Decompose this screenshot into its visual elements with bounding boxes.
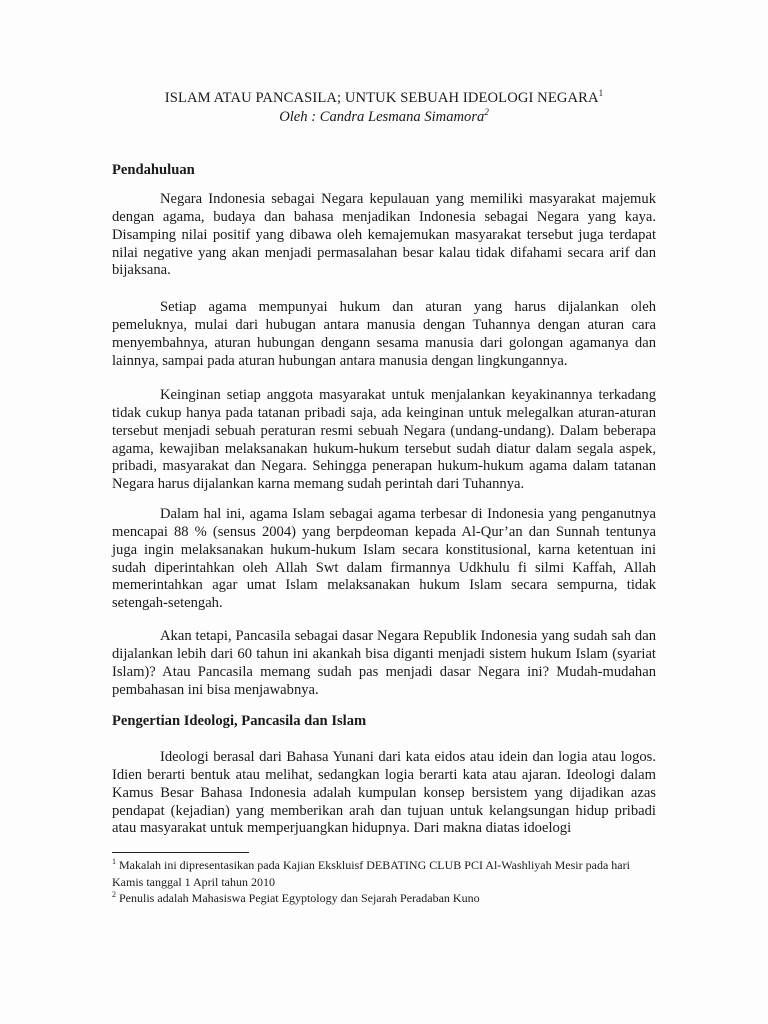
paragraph: Dalam hal ini, agama Islam sebagai agama terbesar di Indonesia yang penganutnya mencapai 88 % (sensus 2004) yang berpdeoman kepada Al-Qur’an dan Sunnah tentunya juga ingin melaksanakan hukum-hukum Islam secara konstitusional, karna ketentuan ini sudah diperintahkan oleh Allah Swt dalam firmannya Udkhulu fi silmi Kaffah, Allah memerintahkan agar umat Islam melaksanakan hukum Islam secara sempurna, tidak setengah-setengah. [112,506,656,612]
paragraph: Akan tetapi, Pancasila sebagai dasar Negara Republik Indonesia yang sudah sah dan dijalankan lebih dari 60 tahun ini akankah bisa diganti menjadi sistem hukum Islam (syariat Islam)? Atau Pancasila memang sudah pas menjadi dasar Negara ini? Mudah-mudahan pembahasan ini bisa menjawabnya. [112,628,656,698]
paragraph: Negara Indonesia sebagai Negara kepulauan yang memiliki masyarakat majemuk dengan agama, budaya dan bahasa menjadikan Indonesia sebagai Negara yang kaya. Disamping nilai positif yang dibawa oleh kemajemukan masyarakat tersebut juga terdapat nilai negative yang akan menjadi permasalahan besar kalau tidak difahami secara arif dan bijaksana. [112,191,656,279]
footnote-separator [112,852,249,853]
title-footnote-marker: 1 [598,88,604,99]
document-title [112,89,656,108]
paragraph: Keinginan setiap anggota masyarakat untuk menjalankan keyakinannya terkadang tidak cukup hanya pada tatanan pribadi saja, ada keinginan untuk melegalkan aturan-aturan tersebut menjadi sebuah peraturan resmi sebuah Negara (undang-undang). Dalam beberapa agama, kewajiban melaksanakan hukum-hukum tersebut sudah diatur dalam segala aspek, pribadi, masyarakat dan Negara. Sehingga penerapan hukum-hukum agama dalam tatanan Negara harus dijalankan karna memang sudah perintah dari Tuhannya. [112,387,656,493]
author-footnote-marker: 2 [484,107,489,118]
author-text: Oleh : Candra Lesmana Simamora [279,109,485,125]
footnote-item: $^1$ Makalah ini dipresentasikan pada Kajian Ekskluisf DEBATING CLUB PCI Al-Washliyah Mesir pada hari Kamis tanggal 1 April tahun 2010 [112,857,630,889]
footnote-item: $^2$ Penulis adalah Mahasiswa Pegiat Egyptology dan Sejarah Peradaban Kuno [112,890,480,905]
author-line [112,108,656,126]
footnotes [112,857,656,907]
title-text: ISLAM ATAU PANCASILA; UNTUK SEBUAH IDEOLOGI NEGARA [164,90,599,106]
paragraph: Ideologi berasal dari Bahasa Yunani dari kata eidos atau idein dan logia atau logos. Idien berarti bentuk atau melihat, sedangkan logia berarti kata atau ajaran. Ideologi dalam Kamus Besar Bahasa Indonesia adalah kumpulan konsep bersistem yang dijadikan azas pendapat (kejadian) yang memberikan arah dan tujuan untuk kelangsungan hidup pribadi atau masyarakat untuk memperjuangkan hidupnya. Dari makna diatas idoelogi [112,749,656,837]
section-heading-pendahuluan: Pendahuluan [112,162,195,178]
section-heading-pengertian: Pengertian Ideologi, Pancasila dan Islam [112,713,367,729]
paragraph: Setiap agama mempunyai hukum dan aturan yang harus dijalankan oleh pemeluknya, mulai dari hubugan antara manusia dengan Tuhannya dengan aturan cara menyembahnya, aturan hubungan dengann sesama manusia dari golongan agamanya dan lainnya, sampai pada aturan hubungan antara manusia dengan lingkungannya. [112,299,656,369]
